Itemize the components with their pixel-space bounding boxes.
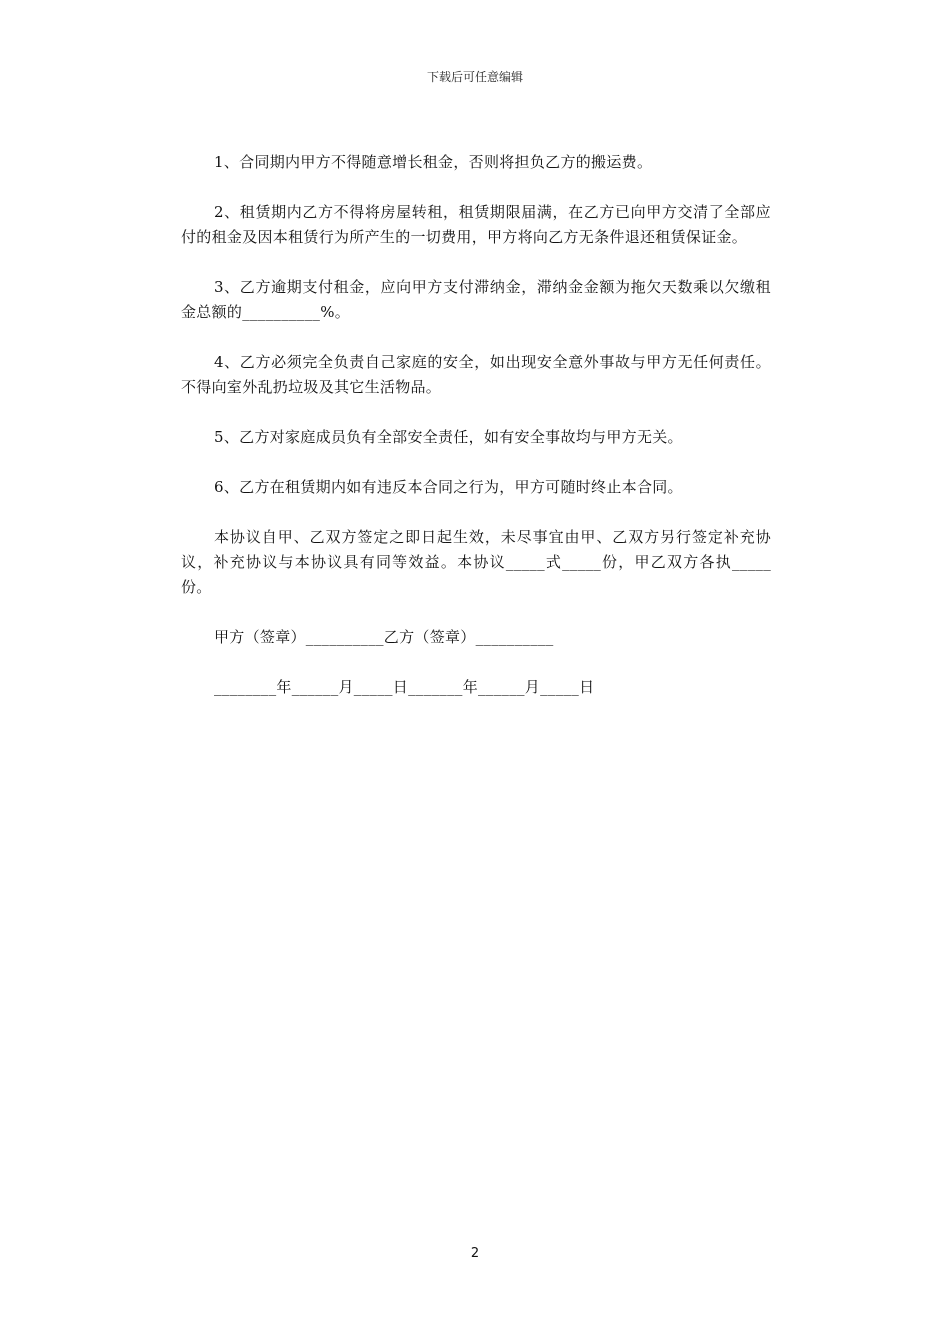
effect-clause: 本协议自甲、乙双方签定之即日起生效，未尽事宜由甲、乙双方另行签定补充协议，补充协议与本协议具有同等效益。本协议_____式_____份，甲乙双方各执_____份。 bbox=[181, 528, 771, 596]
date-line: ________年______月_____日_______年______月_____日 bbox=[214, 678, 595, 696]
contract-body bbox=[181, 150, 771, 725]
clause-1: 1、合同期内甲方不得随意增长租金，否则将担负乙方的搬运费。 bbox=[214, 153, 653, 171]
signature-line: 甲方（签章）__________乙方（签章）__________ bbox=[214, 628, 554, 646]
download-note: 下载后可任意编辑 bbox=[426, 70, 523, 84]
clause-5: 5、乙方对家庭成员负有全部安全责任，如有安全事故均与甲方无关。 bbox=[214, 428, 683, 446]
clause-6: 6、乙方在租赁期内如有违反本合同之行为，甲方可随时终止本合同。 bbox=[214, 478, 683, 496]
clause-4: 4、乙方必须完全负责自己家庭的安全，如出现安全意外事故与甲方无任何责任。不得向室外乱扔垃圾及其它生活物品。 bbox=[181, 353, 771, 396]
clause-3: 3、乙方逾期支付租金，应向甲方支付滞纳金，滞纳金金额为拖欠天数乘以欠缴租金总额的__________%。 bbox=[181, 278, 771, 321]
clause-2: 2、租赁期内乙方不得将房屋转租，租赁期限届满，在乙方已向甲方交清了全部应付的租金及因本租赁行为所产生的一切费用，甲方将向乙方无条件退还租赁保证金。 bbox=[181, 203, 771, 246]
page-number: 2 bbox=[470, 1246, 480, 1261]
